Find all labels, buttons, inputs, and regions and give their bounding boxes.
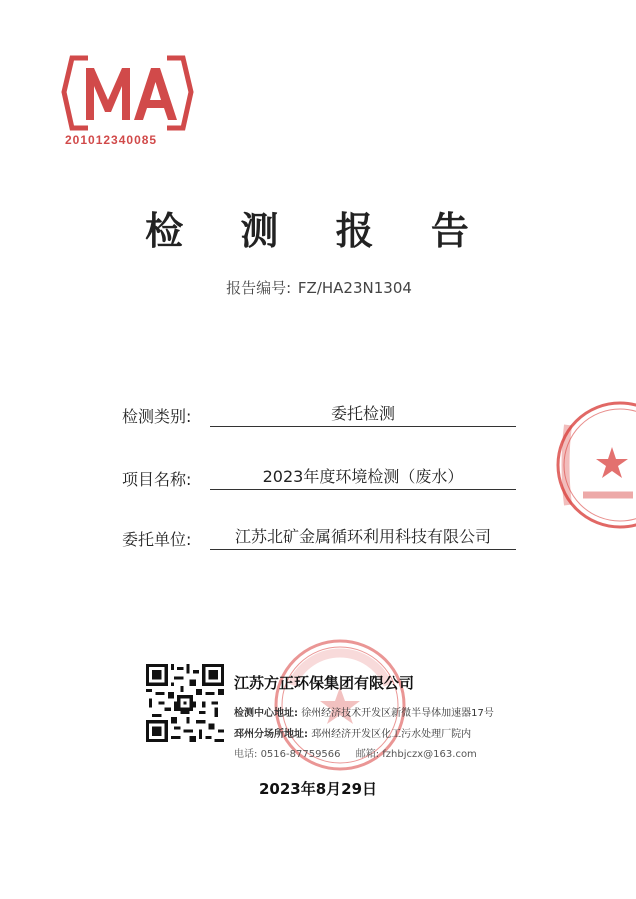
phone-label: 电话: bbox=[234, 749, 258, 760]
report-date: 2023年8月29日 bbox=[258, 780, 378, 798]
field-label-client: 委托单位: bbox=[122, 530, 192, 549]
phone-value: 0516-87759566 bbox=[260, 749, 341, 760]
qr-code bbox=[146, 664, 224, 742]
email-label: 邮箱: bbox=[355, 749, 380, 760]
field-label-category: 检测类别: bbox=[122, 407, 192, 426]
test-center-address-value: 徐州经济技术开发区新微半导体加速器17号 bbox=[301, 708, 494, 719]
email-value: fzhbjczx@163.com bbox=[382, 749, 477, 760]
test-center-address-label: 检测中心地址: bbox=[234, 708, 298, 719]
right-seal-stamp bbox=[508, 395, 636, 535]
branch-address bbox=[234, 725, 471, 740]
report-number-label: 报告编号: bbox=[226, 279, 292, 297]
branch-address-label: 邳州分场所地址: bbox=[234, 729, 308, 740]
ma-certification-number: 201012340085 bbox=[65, 133, 158, 147]
report-number bbox=[0, 277, 636, 298]
field-value-client: 江苏北矿金属循环利用科技有限公司 bbox=[210, 525, 516, 550]
report-number-value: FZ/HA23N1304 bbox=[297, 279, 412, 297]
field-value-project: 2023年度环境检测（废水） bbox=[210, 465, 516, 490]
contact-row bbox=[234, 745, 477, 760]
field-value-category: 委托检测 bbox=[210, 402, 516, 427]
test-center-address bbox=[234, 704, 494, 719]
company-name: 江苏方正环保集团有限公司 bbox=[234, 674, 415, 692]
ma-logo-letters bbox=[86, 68, 177, 120]
field-label-project: 项目名称: bbox=[122, 470, 192, 489]
page-title: 检 测 报 告 bbox=[145, 209, 491, 253]
ma-certification-logo bbox=[60, 50, 195, 135]
branch-address-value: 邳州经济开发区化工污水处理厂院内 bbox=[311, 729, 472, 740]
